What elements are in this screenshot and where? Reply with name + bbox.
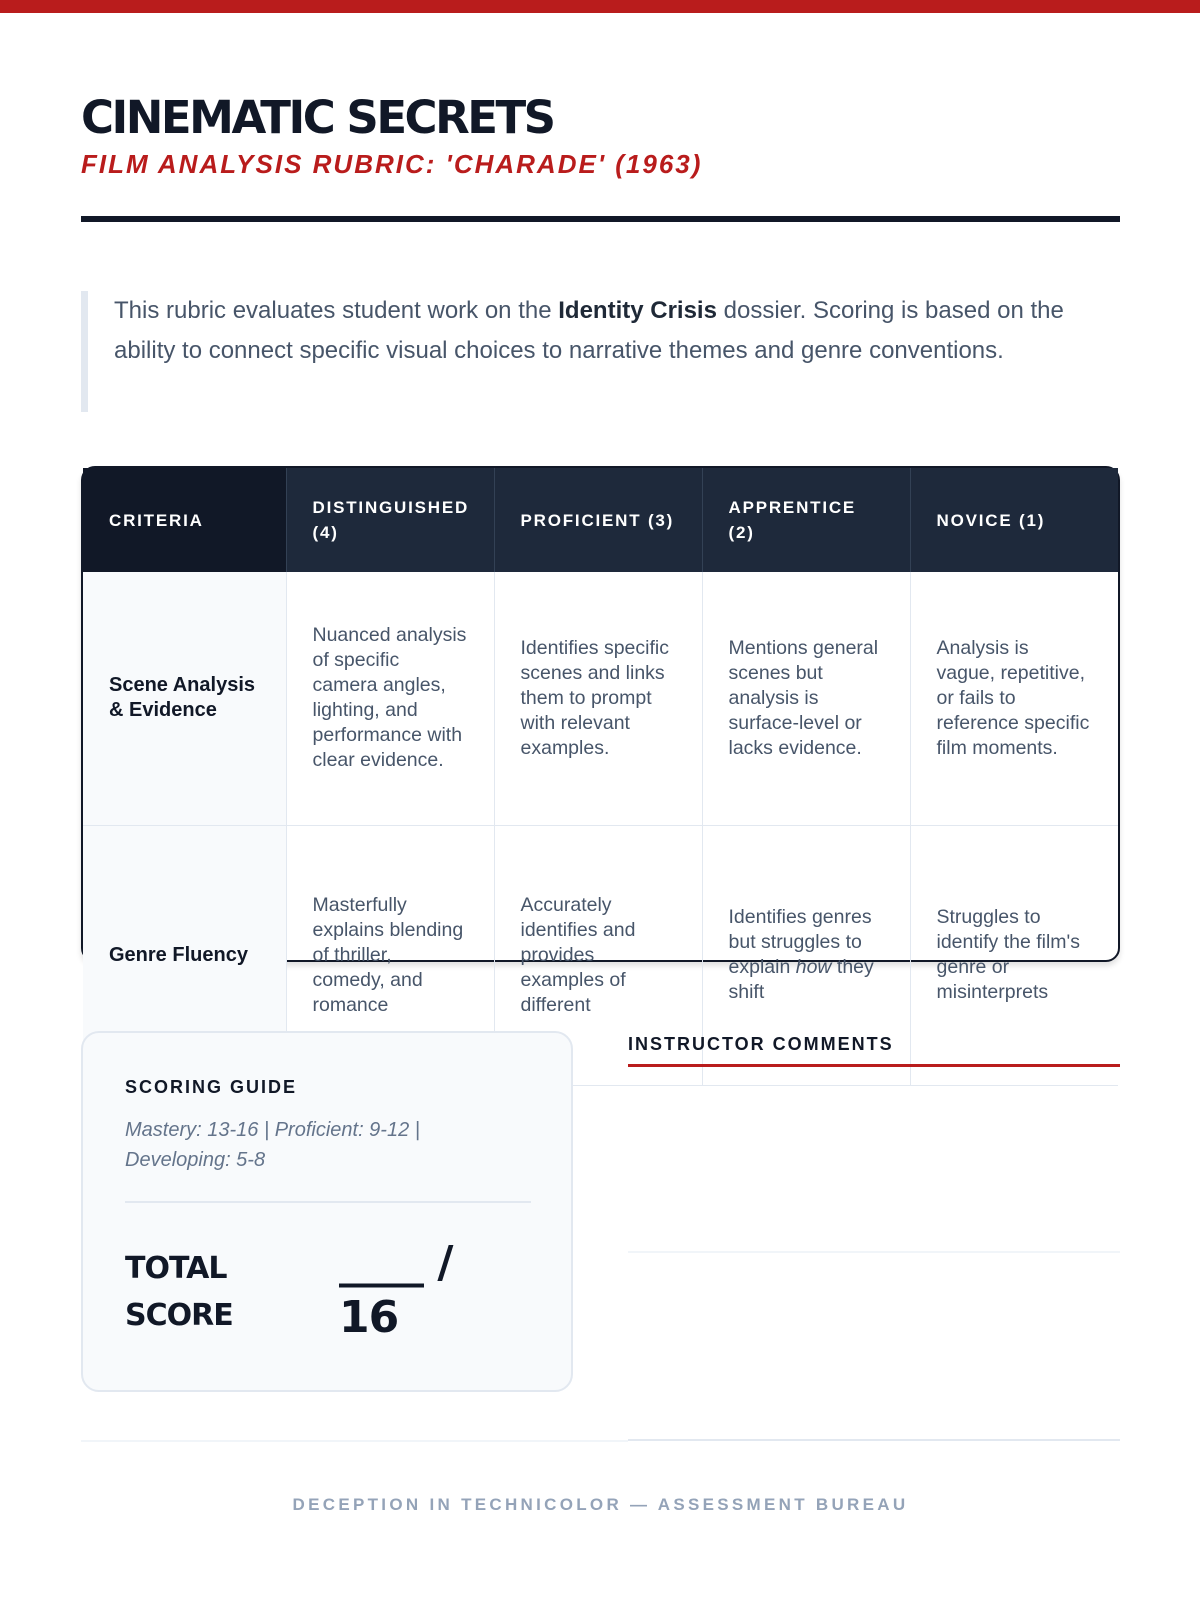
header-criteria: CRITERIA xyxy=(83,468,286,572)
apprentice-emphasis: how xyxy=(795,956,832,978)
page-subtitle: FILM ANALYSIS RUBRIC: 'CHARADE' (1963) xyxy=(81,149,703,179)
page-title: CINEMATIC SECRETS xyxy=(81,91,554,144)
comment-line xyxy=(628,1251,1120,1253)
intro-text-before: This rubric evaluates student work on the xyxy=(114,297,559,324)
total-score-label: TOTAL SCORE xyxy=(125,1251,233,1333)
rubric-table-container[interactable] xyxy=(81,466,1120,1016)
cell-apprentice: Mentions general scenes but analysis is surface-level or lacks evidence. xyxy=(702,572,910,825)
instructor-comments-title: INSTRUCTOR COMMENTS xyxy=(628,1034,894,1054)
header-distinguished: DISTINGUISHED (4) xyxy=(286,468,494,572)
header-novice: NOVICE (1) xyxy=(910,468,1118,572)
scoring-guide-title: SCORING GUIDE xyxy=(125,1077,298,1097)
instructor-comments-section[interactable] xyxy=(628,1031,1120,1441)
comments-underline xyxy=(628,1064,1120,1067)
header-apprentice: APPRENTICE (2) xyxy=(702,468,910,572)
title-divider xyxy=(81,216,1120,222)
scoring-guide-card xyxy=(81,1031,573,1392)
header-proficient: PROFICIENT (3) xyxy=(494,468,702,572)
scoring-divider xyxy=(125,1201,531,1203)
footer-divider xyxy=(81,1440,628,1442)
top-accent-bar xyxy=(0,0,1200,13)
criterion-scene-analysis: Scene Analysis & Evidence xyxy=(83,572,286,825)
criterion-genre-fluency: Genre Fluency xyxy=(83,825,286,1085)
cell-distinguished: Masterfully explains blending of thriller, comedy, and romance xyxy=(286,825,494,1085)
intro-emphasis: Identity Crisis xyxy=(558,297,717,324)
cell-novice: Analysis is vague, repetitive, or fails to reference specific film moments. xyxy=(910,572,1118,825)
rubric-table xyxy=(83,468,1118,1086)
cell-distinguished: Nuanced analysis of specific camera angles, lighting, and performance with clear evidence. xyxy=(286,572,494,825)
intro-text-after: dossier. Scoring is based on the ability to connect specific visual choices to narrative themes and genre conventions. xyxy=(114,297,1064,364)
scoring-guide-text: Mastery: 13-16 | Proficient: 9-12 | Developing: 5-8 xyxy=(125,1119,420,1171)
cell-proficient: Identifies specific scenes and links them to prompt with relevant examples. xyxy=(494,572,702,825)
cell-proficient: Accurately identifies and provides examples of different xyxy=(494,825,702,1085)
intro-paragraph xyxy=(81,291,1120,412)
footer-text: DECEPTION IN TECHNICOLOR — ASSESSMENT BUREAU xyxy=(292,1495,909,1514)
apprentice-text-after: they shift xyxy=(728,956,874,1003)
rubric-header-row xyxy=(83,468,1118,572)
table-row xyxy=(83,572,1118,825)
cell-novice: Struggles to identify the film's genre or misinterprets xyxy=(910,825,1118,1085)
apprentice-text-before: Identifies genres but struggles to explain xyxy=(728,906,872,978)
total-score-field[interactable]: ____ / 16 xyxy=(339,1237,453,1343)
comment-line xyxy=(628,1439,1120,1441)
